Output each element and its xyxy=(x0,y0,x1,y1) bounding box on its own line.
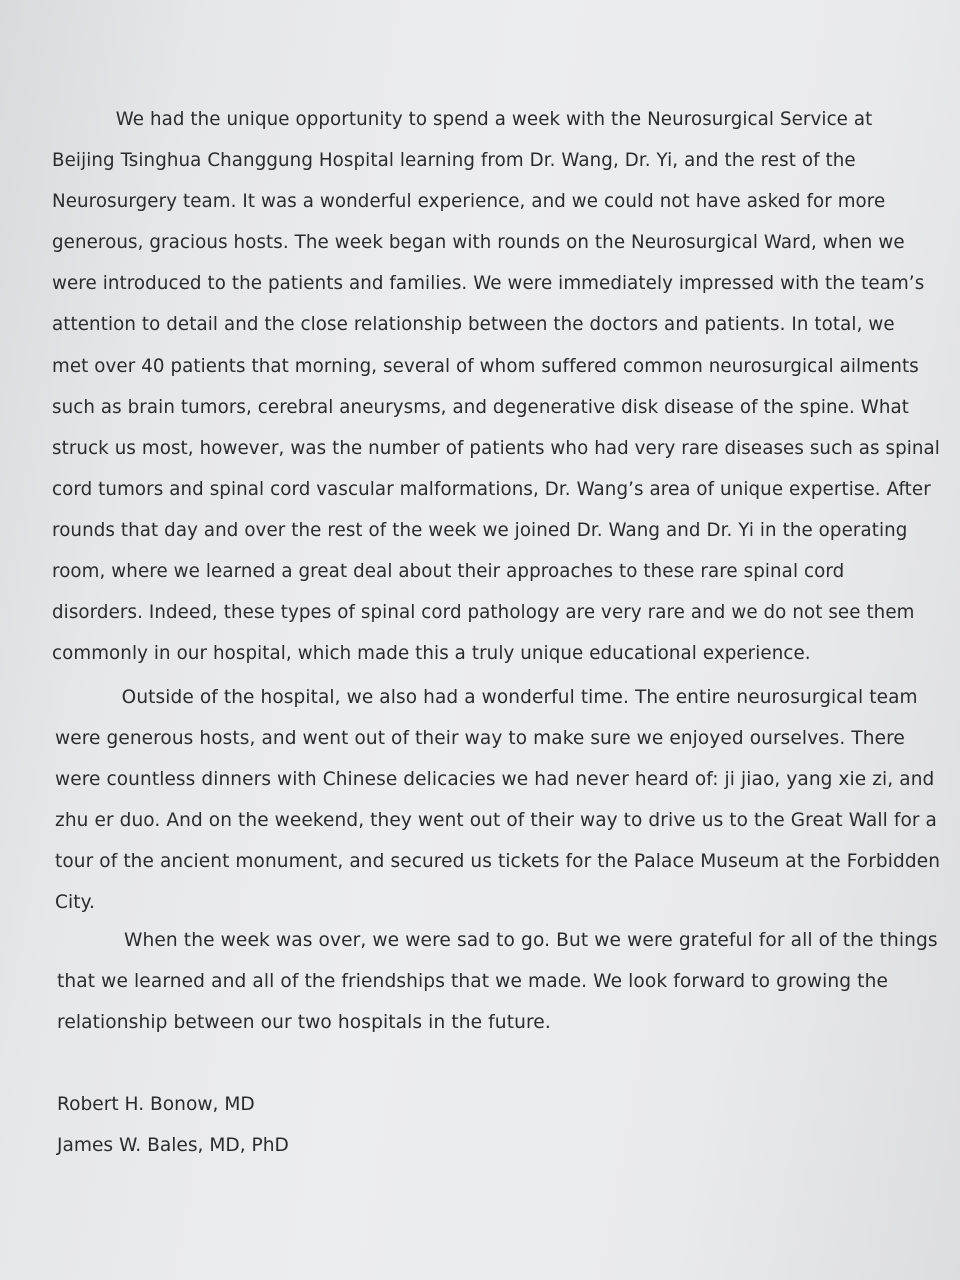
text-line: met over 40 patients that morning, several of whom suffered common neurosurgical ailments xyxy=(52,355,919,377)
text-line: tour of the ancient monument, and secured us tickets for the Palace Museum at the Forbidden xyxy=(55,851,941,873)
paragraph-3 xyxy=(57,920,938,1043)
text-line: When the week was over, we were sad to go. But we were grateful for all of the things xyxy=(124,930,938,951)
text-line: were introduced to the patients and families. We were immediately impressed with the team’s xyxy=(52,273,925,295)
text-line: were generous hosts, and went out of their way to make sure we enjoyed ourselves. There xyxy=(55,728,905,750)
text-line: commonly in our hospital, which made this a truly unique educational experience. xyxy=(52,643,811,665)
paragraph-2 xyxy=(55,677,944,924)
signature-name: Robert H. Bonow, MD xyxy=(57,1094,255,1115)
text-line: generous, gracious hosts. The week began with rounds on the Neurosurgical Ward, when we xyxy=(52,232,905,254)
text-line: City. xyxy=(55,892,96,914)
text-line: Beijing Tsinghua Changgung Hospital learning from Dr. Wang, Dr. Yi, and the rest of the xyxy=(52,150,856,172)
text-line: were countless dinners with Chinese delicacies we had never heard of: ji jiao, yang xie zi, and xyxy=(55,769,935,791)
text-line: zhu er duo. And on the weekend, they went out of their way to drive us to the Great Wall for a xyxy=(55,810,937,832)
text-line: such as brain tumors, cerebral aneurysms, and degenerative disk disease of the spine. What xyxy=(52,396,910,418)
text-line: disorders. Indeed, these types of spinal cord pathology are very rare and we do not see them xyxy=(52,602,915,624)
text-line: room, where we learned a great deal about their approaches to these rare spinal cord xyxy=(52,561,845,583)
text-line: relationship between our two hospitals in the future. xyxy=(57,1012,551,1034)
text-line: that we learned and all of the friendships that we made. We look forward to growing the xyxy=(57,971,888,993)
text-line: Outside of the hospital, we also had a wonderful time. The entire neurosurgical team xyxy=(121,687,918,708)
text-line: attention to detail and the close relationship between the doctors and patients. In total, we xyxy=(52,314,895,336)
signature-block xyxy=(57,1084,289,1166)
paragraph-1 xyxy=(52,99,958,674)
text-line: cord tumors and spinal cord vascular malformations, Dr. Wang’s area of unique expertise. After xyxy=(52,478,931,500)
text-line: struck us most, however, was the number of patients who had very rare diseases such as spinal xyxy=(52,437,940,459)
text-line: Neurosurgery team. It was a wonderful experience, and we could not have asked for more xyxy=(52,191,886,213)
text-line: We had the unique opportunity to spend a week with the Neurosurgical Service at xyxy=(115,109,873,130)
text-line: rounds that day and over the rest of the week we joined Dr. Wang and Dr. Yi in the operating xyxy=(52,519,908,541)
signature-name: James W. Bales, MD, PhD xyxy=(57,1135,289,1156)
